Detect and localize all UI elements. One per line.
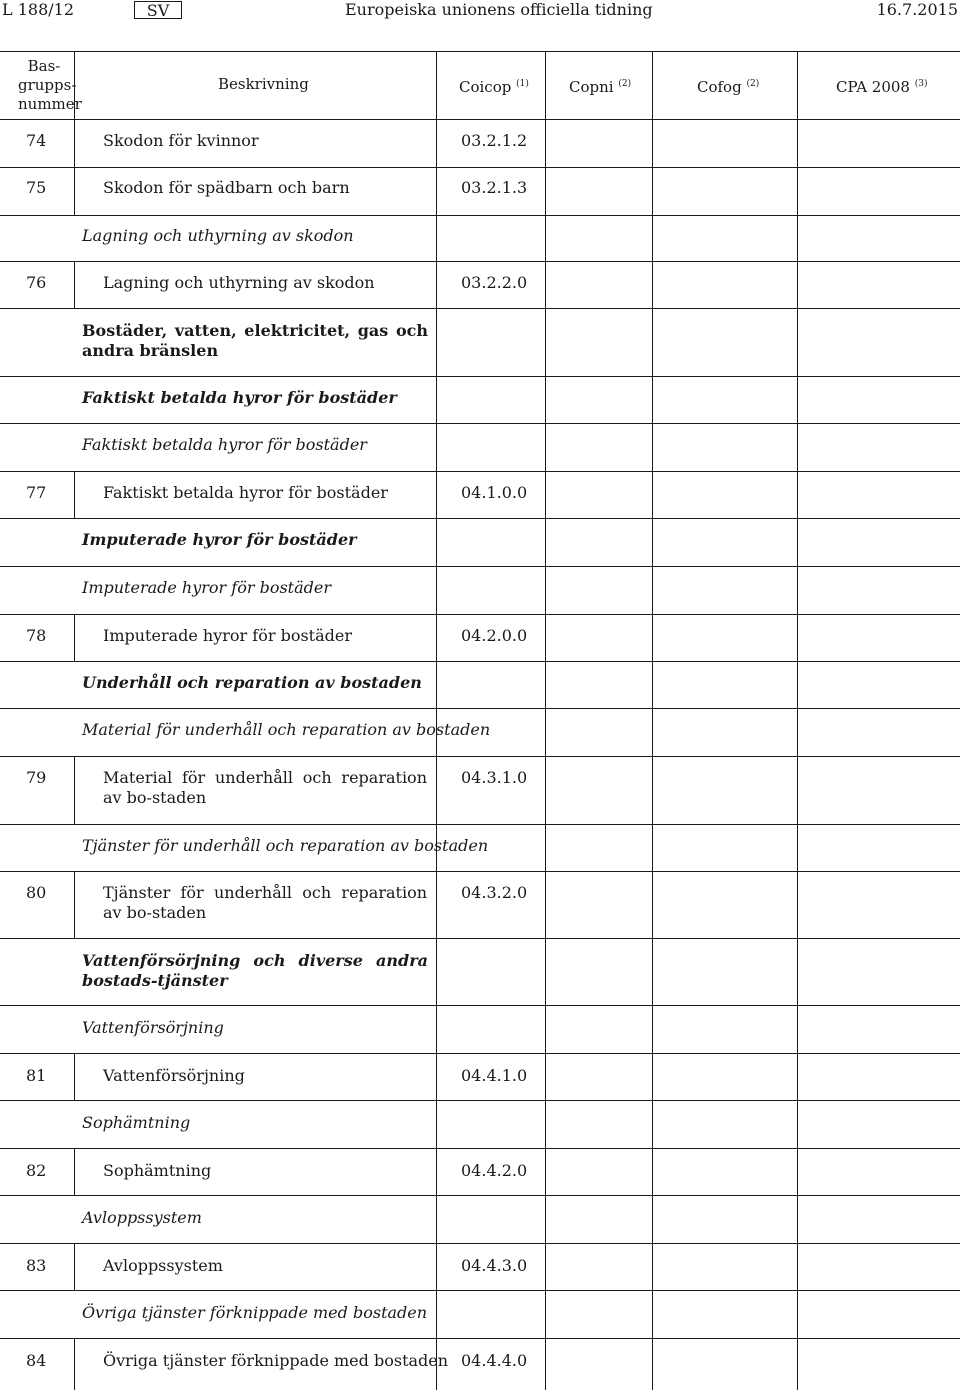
row-separator [0, 938, 960, 939]
group-heading: Övriga tjänster förknippade med bostaden [82, 1303, 428, 1322]
group-heading: Underhåll och reparation av bostaden [82, 673, 422, 692]
col-header-cpa-label: CPA 2008 [836, 78, 910, 96]
col-header-basgrupp-line: Bas- [27, 57, 61, 75]
row-separator [0, 566, 960, 567]
group-heading: Faktiskt betalda hyror för bostäder [82, 388, 397, 407]
group-heading: Faktiskt betalda hyror för bostäder [82, 435, 367, 454]
row-number: 75 [26, 178, 47, 197]
row-description: Övriga tjänster förknippade med bostaden [103, 1351, 449, 1370]
row-separator [0, 471, 960, 472]
row-separator [0, 308, 960, 309]
col-header-cpa [836, 74, 928, 97]
group-heading: Lagning och uthyrning av skodon [82, 226, 354, 245]
row-separator [0, 708, 960, 709]
group-heading: Imputerade hyror för bostäder [82, 530, 357, 549]
row-separator [0, 1100, 960, 1101]
row-number: 82 [26, 1161, 47, 1180]
row-description: Material för underhåll och reparation av bo-staden [103, 768, 427, 807]
row-number: 79 [26, 768, 47, 787]
row-description: Imputerade hyror för bostäder [103, 626, 352, 645]
footnote-ref: (1) [516, 79, 529, 89]
row-coicop: 04.4.2.0 [461, 1161, 528, 1180]
row-separator [0, 661, 960, 662]
group-heading: Tjänster för underhåll och reparation av bostaden [82, 836, 489, 855]
row-coicop: 03.2.1.2 [461, 131, 528, 150]
row-separator [0, 824, 960, 825]
footnote-ref: (3) [914, 79, 928, 89]
row-coicop: 04.4.4.0 [461, 1351, 528, 1370]
row-number: 76 [26, 273, 47, 292]
row-description: Skodon för spädbarn och barn [103, 178, 350, 197]
row-separator [0, 1053, 960, 1054]
row-separator [0, 1005, 960, 1006]
row-coicop: 04.4.3.0 [461, 1256, 528, 1275]
col-divider [797, 51, 798, 1390]
col-header-copni [569, 74, 631, 97]
col-header-copni-label: Copni [569, 78, 614, 96]
col-divider [545, 51, 546, 1390]
row-description: Vattenförsörjning [103, 1066, 245, 1085]
group-heading: Vattenförsörjning och diverse andra bostads-tjänster [82, 951, 428, 990]
col-divider [74, 261, 75, 308]
row-separator [0, 871, 960, 872]
group-heading: Avloppssystem [82, 1208, 202, 1227]
col-divider [74, 1338, 75, 1390]
row-separator [0, 756, 960, 757]
col-header-cofog-label: Cofog [697, 78, 742, 96]
row-description: Lagning och uthyrning av skodon [103, 273, 375, 292]
row-separator [0, 1290, 960, 1291]
col-divider [74, 471, 75, 518]
row-coicop: 04.3.1.0 [461, 768, 528, 787]
row-separator [0, 518, 960, 519]
row-number: 84 [26, 1351, 47, 1370]
col-divider [74, 1053, 75, 1100]
row-number: 78 [26, 626, 47, 645]
footnote-ref: (2) [746, 79, 760, 89]
row-description: Sophämtning [103, 1161, 212, 1180]
row-separator [0, 1148, 960, 1149]
row-coicop: 04.2.0.0 [461, 626, 528, 645]
row-number: 83 [26, 1256, 47, 1275]
row-separator [0, 423, 960, 424]
row-number: 80 [26, 883, 47, 902]
page-header [0, 0, 960, 22]
row-description: Tjänster för underhåll och reparation av bo-staden [103, 883, 427, 922]
col-header-coicop [459, 74, 529, 97]
row-description: Faktiskt betalda hyror för bostäder [103, 483, 388, 502]
publication-date: 16.7.2015 [876, 0, 958, 19]
col-divider [74, 756, 75, 824]
col-divider [74, 871, 75, 938]
group-heading: Bostäder, vatten, elektricitet, gas och andra bränslen [82, 321, 428, 360]
journal-title: Europeiska unionens officiella tidning [345, 0, 653, 19]
row-separator [0, 167, 960, 168]
group-heading: Material för underhåll och reparation av bostaden [82, 720, 491, 739]
table-top-border [0, 51, 960, 52]
row-separator [0, 1338, 960, 1339]
row-separator [0, 376, 960, 377]
row-coicop: 04.1.0.0 [461, 483, 528, 502]
col-header-basgrupp [18, 57, 82, 114]
page-reference: L 188/12 [2, 0, 74, 19]
row-separator [0, 614, 960, 615]
row-separator [0, 1243, 960, 1244]
row-number: 77 [26, 483, 47, 502]
group-heading: Sophämtning [82, 1113, 191, 1132]
col-header-cofog [697, 74, 759, 97]
row-number: 81 [26, 1066, 47, 1085]
row-number: 74 [26, 131, 47, 150]
col-header-coicop-label: Coicop [459, 78, 512, 96]
group-heading: Vattenförsörjning [82, 1018, 224, 1037]
row-description: Avloppssystem [103, 1256, 223, 1275]
row-separator [0, 215, 960, 216]
row-coicop: 03.2.2.0 [461, 273, 528, 292]
col-divider [652, 51, 653, 1390]
row-coicop: 04.3.2.0 [461, 883, 528, 902]
footnote-ref: (2) [618, 79, 632, 89]
col-header-beskrivning: Beskrivning [218, 75, 309, 93]
col-header-basgrupp-line: grupps- [18, 76, 77, 94]
col-divider [74, 1148, 75, 1195]
row-description: Skodon för kvinnor [103, 131, 259, 150]
row-coicop: 03.2.1.3 [461, 178, 528, 197]
row-coicop: 04.4.1.0 [461, 1066, 528, 1085]
language-badge: SV [134, 1, 182, 19]
row-separator [0, 261, 960, 262]
row-separator [0, 1195, 960, 1196]
col-divider [74, 1243, 75, 1290]
group-heading: Imputerade hyror för bostäder [82, 578, 331, 597]
header-bottom-border [0, 119, 960, 120]
col-header-basgrupp-line: nummer [18, 95, 82, 113]
col-divider [74, 614, 75, 661]
